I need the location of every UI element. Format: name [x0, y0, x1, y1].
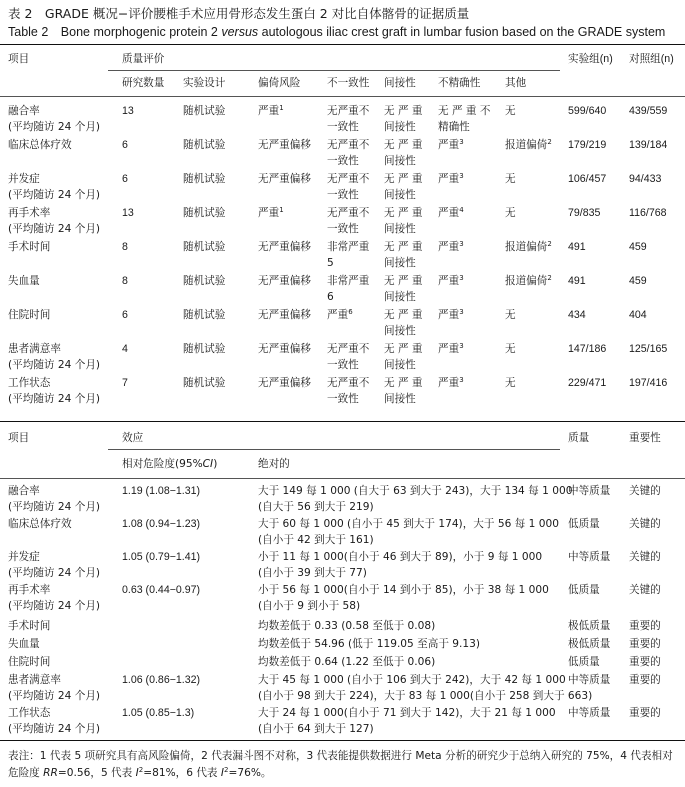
t1-row-exp: 434 [568, 309, 586, 321]
t1-row-indirectness-line2: 间接性 [384, 325, 416, 337]
footnote-i-sup-b: 2 [224, 766, 229, 774]
t1-row-bias-text: 无严重偏移 [258, 343, 311, 355]
t1-row-followup: (平均随访 24 个月) [8, 223, 101, 235]
t1-row-inconsistency-text: 严重 [327, 309, 349, 321]
t2-row-absolute: 大于 45 每 1 000 (自小于 106 到大于 242)，大于 42 每 1 000 [258, 674, 566, 686]
table-footnote [8, 748, 680, 782]
footnote-part4: =76%。 [228, 767, 272, 779]
t2-row-followup: (平均随访 24 个月) [8, 690, 101, 702]
t1-row-bias [258, 206, 284, 221]
t1-row-bias [258, 308, 311, 323]
t1-row-inconsistency-line2: 一致性 [327, 155, 359, 167]
t1-row-design: 随机试验 [183, 173, 226, 185]
t1-row-inconsistency-line2: 一致性 [327, 223, 359, 235]
t1-row-exp: 491 [568, 275, 586, 287]
t1-row-inconsistency-line2: 6 [327, 291, 334, 303]
t1-row-inconsistency-line2: 一致性 [327, 189, 359, 201]
t1-row-other [505, 104, 516, 119]
t1-row-ctrl: 459 [629, 241, 647, 253]
t2-row-importance: 重要的 [629, 707, 661, 719]
t1-row-bias-sup: 1 [279, 104, 284, 112]
t1-row-indirectness-line2: 间接性 [384, 359, 416, 371]
t1-row-imprecision-text: 严重 [438, 173, 460, 185]
t1-row-inconsistency [327, 342, 369, 357]
footnote-rr: RR [43, 767, 58, 779]
t2-row-label: 融合率 [8, 485, 40, 497]
t2-row-label: 住院时间 [8, 656, 51, 668]
t2-row-rr: 0.63 (0.44−0.97) [122, 584, 201, 596]
t2-row-absolute: 小于 56 每 1 000(自小于 14 到小于 85)，小于 38 每 1 000 [258, 584, 549, 596]
t1-row-imprecision [438, 274, 464, 289]
t1-row-bias [258, 376, 311, 391]
t1-row-label: 工作状态 [8, 377, 51, 389]
t1-row-bias-sup: 1 [279, 206, 284, 214]
t1-row-inconsistency-text: 非常严重 [327, 241, 370, 253]
t1-row-indirectness-line2: 间接性 [384, 155, 416, 167]
t2-row-followup: (平均随访 24 个月) [8, 600, 101, 612]
t1-row-inconsistency [327, 308, 353, 323]
t2-row-absolute-line2: (自小于 9 到小于 58) [258, 600, 361, 612]
t2-row-importance: 重要的 [629, 620, 661, 632]
t2-row-label: 手术时间 [8, 620, 51, 632]
t1-row-design: 随机试验 [183, 241, 226, 253]
table-caption-cn: 表 2 GRADE 概况−评价腰椎手术应用骨形态发生蛋白 2 对比自体髂骨的证据质量 [8, 6, 470, 21]
t1-header-imprecision: 不精确性 [438, 77, 481, 89]
t2-row-importance: 关键的 [629, 584, 661, 596]
t1-row-inconsistency-line2: 5 [327, 257, 334, 269]
t1-row-ctrl: 139/184 [629, 139, 668, 151]
t1-row-inconsistency [327, 376, 369, 391]
t1-row-indirectness-line2: 间接性 [384, 393, 416, 405]
table1-header-rule [0, 96, 685, 97]
t1-row-other-text: 报道偏倚 [505, 139, 548, 151]
t2-row-absolute-line2: (自小于 98 到大于 224)，大于 83 每 1 000(自小于 258 到大于 663) [258, 690, 593, 702]
t1-header-inconsistency: 不一致性 [327, 77, 370, 89]
t1-row-followup: (平均随访 24 个月) [8, 359, 101, 371]
t2-row-label: 失血量 [8, 638, 40, 650]
t1-row-indirectness: 无 严 重 [384, 173, 423, 185]
t1-row-inconsistency-text: 无严重不 [327, 377, 370, 389]
t1-header-n: 研究数量 [122, 77, 165, 89]
t1-row-label: 手术时间 [8, 241, 51, 253]
t1-header-bias: 偏倚风险 [258, 77, 301, 89]
t2-row-quality: 中等质量 [568, 707, 611, 719]
t1-row-bias [258, 172, 311, 187]
t1-row-imprecision-sup: 3 [459, 240, 464, 248]
t2-row-followup: (平均随访 24 个月) [8, 567, 101, 579]
t2-row-importance: 关键的 [629, 518, 661, 530]
caption-en-suffix: autologous iliac crest graft in lumbar fusion based on the GRADE system [258, 25, 666, 39]
t1-row-other [505, 342, 516, 357]
t1-row-n-studies: 6 [122, 139, 128, 151]
t1-row-imprecision-text: 严重 [438, 275, 460, 287]
t1-row-imprecision-sup: 3 [459, 274, 464, 282]
t1-row-inconsistency-text: 非常严重 [327, 275, 370, 287]
t1-row-inconsistency [327, 240, 369, 255]
t1-row-design: 随机试验 [183, 105, 226, 117]
t1-row-imprecision-text: 严重 [438, 343, 460, 355]
t1-row-imprecision [438, 376, 464, 391]
t2-row-importance: 重要的 [629, 674, 661, 686]
t1-row-inconsistency-text: 无严重不 [327, 343, 370, 355]
t1-row-other [505, 240, 552, 255]
t2-row-absolute: 小于 11 每 1 000(自小于 46 到大于 89)，小于 9 每 1 000 [258, 551, 543, 563]
t1-row-ctrl: 404 [629, 309, 647, 321]
t1-row-other-sup: 2 [547, 274, 552, 282]
t1-row-imprecision-sup: 3 [459, 138, 464, 146]
t2-row-label: 工作状态 [8, 707, 51, 719]
t2-row-label: 再手术率 [8, 584, 51, 596]
t2-row-rr: 1.05 (0.85−1.3) [122, 707, 195, 719]
t1-row-indirectness-line2: 间接性 [384, 257, 416, 269]
t1-row-imprecision-text: 严重 [438, 377, 460, 389]
caption-en-prefix: Table 2 Bone morphogenic protein 2 [8, 25, 222, 39]
t1-row-indirectness: 无 严 重 [384, 105, 423, 117]
t1-row-indirectness-line2: 间接性 [384, 291, 416, 303]
t1-row-indirectness-line2: 间接性 [384, 189, 416, 201]
t1-row-followup: (平均随访 24 个月) [8, 189, 101, 201]
t1-row-design: 随机试验 [183, 207, 226, 219]
t1-row-inconsistency-text: 无严重不 [327, 173, 370, 185]
t2-header-quality: 质量 [568, 432, 590, 444]
t1-row-indirectness-line2: 间接性 [384, 223, 416, 235]
t1-row-n-studies: 8 [122, 241, 128, 253]
t1-row-imprecision-text: 严重 [438, 207, 460, 219]
t1-row-label: 并发症 [8, 173, 40, 185]
t1-row-other-text: 无 [505, 343, 516, 355]
t1-row-indirectness: 无 严 重 [384, 241, 423, 253]
t1-row-followup: (平均随访 24 个月) [8, 393, 101, 405]
t1-row-bias-text: 无严重偏移 [258, 309, 311, 321]
t1-row-n-studies: 13 [122, 207, 134, 219]
t1-row-imprecision-text: 无 严 重 不 [438, 105, 491, 117]
t2-header-rr-prefix: 相对危险度(95% [122, 458, 203, 470]
t2-header-item: 项目 [8, 432, 30, 444]
t1-row-imprecision-sup: 3 [459, 172, 464, 180]
t1-row-exp: 79/835 [568, 207, 601, 219]
t2-row-quality: 极低质量 [568, 620, 611, 632]
t1-row-other-text: 报道偏倚 [505, 241, 548, 253]
t1-row-other-sup: 2 [547, 138, 552, 146]
t1-row-other [505, 206, 516, 221]
t1-row-ctrl: 125/165 [629, 343, 668, 355]
t2-row-absolute: 均数差低于 0.33 (0.58 至低于 0.08) [258, 620, 436, 632]
t1-row-bias [258, 240, 311, 255]
t1-row-ctrl: 116/768 [629, 207, 667, 219]
t1-row-label: 住院时间 [8, 309, 51, 321]
t1-row-bias-text: 无严重偏移 [258, 139, 311, 151]
t1-row-imprecision-sup: 3 [459, 376, 464, 384]
t1-row-imprecision [438, 206, 464, 221]
t1-row-design: 随机试验 [183, 309, 226, 321]
t1-row-inconsistency [327, 206, 369, 221]
t2-row-absolute: 均数差低于 54.96 (低于 119.05 至高于 9.13) [258, 638, 481, 650]
t1-row-inconsistency-line2: 一致性 [327, 121, 359, 133]
t2-header-rr-ci: CI [202, 458, 214, 470]
t1-row-imprecision [438, 308, 464, 323]
t1-row-ctrl: 197/416 [629, 377, 668, 389]
t1-row-inconsistency-line2: 一致性 [327, 393, 359, 405]
t2-row-quality: 低质量 [568, 584, 600, 596]
t1-header-design: 实验设计 [183, 77, 226, 89]
t1-row-bias-text: 无严重偏移 [258, 241, 311, 253]
t1-quality-subrule [108, 70, 560, 71]
t1-row-other-text: 无 [505, 207, 516, 219]
t1-row-n-studies: 6 [122, 173, 128, 185]
t1-row-inconsistency [327, 138, 369, 153]
t1-row-indirectness-line2: 间接性 [384, 121, 416, 133]
t1-row-imprecision-sup: 3 [459, 308, 464, 316]
t2-row-quality: 中等质量 [568, 485, 611, 497]
t1-row-exp: 179/219 [568, 139, 607, 151]
t2-row-absolute: 均数差低于 0.64 (1.22 至低于 0.06) [258, 656, 436, 668]
t1-row-indirectness: 无 严 重 [384, 343, 423, 355]
t1-row-n-studies: 7 [122, 377, 128, 389]
t2-row-absolute-line2: (自小于 42 到大于 161) [258, 534, 374, 546]
t1-row-bias [258, 274, 311, 289]
t2-row-quality: 中等质量 [568, 674, 611, 686]
t1-row-inconsistency [327, 104, 369, 119]
footnote-part2: =0.56，5 代表 [57, 767, 136, 779]
table1-top-rule [0, 44, 685, 45]
t1-row-other-text: 无 [505, 309, 516, 321]
table2-header-rule [0, 478, 685, 479]
t1-row-n-studies: 4 [122, 343, 128, 355]
t2-row-rr: 1.06 (0.86−1.32) [122, 674, 201, 686]
t1-row-other [505, 376, 516, 391]
t1-row-inconsistency-text: 无严重不 [327, 105, 370, 117]
t1-row-imprecision-text: 严重 [438, 241, 460, 253]
t1-row-exp: 147/186 [568, 343, 607, 355]
t2-row-label: 患者满意率 [8, 674, 61, 686]
t2-row-followup: (平均随访 24 个月) [8, 723, 101, 735]
t1-row-exp: 229/471 [568, 377, 607, 389]
t1-row-other [505, 138, 552, 153]
t2-row-importance: 关键的 [629, 551, 661, 563]
t1-header-other: 其他 [505, 77, 527, 89]
t1-row-bias-text: 严重 [258, 105, 280, 117]
t1-header-item: 项目 [8, 53, 30, 65]
t2-row-label: 临床总体疗效 [8, 518, 72, 530]
t1-row-indirectness: 无 严 重 [384, 377, 423, 389]
t1-row-bias [258, 342, 311, 357]
t1-row-inconsistency-text: 无严重不 [327, 139, 370, 151]
t1-row-other [505, 274, 552, 289]
t2-header-rr-suffix: ) [213, 458, 218, 470]
t2-row-absolute-line2: (自小于 64 到大于 127) [258, 723, 374, 735]
t1-row-other-text: 无 [505, 105, 516, 117]
t1-row-inconsistency-line2: 一致性 [327, 359, 359, 371]
footnote-i-sup-a: 2 [138, 766, 144, 774]
t2-row-absolute: 大于 24 每 1 000(自小于 71 到大于 142)，大于 21 每 1 000 [258, 707, 556, 719]
t1-row-indirectness: 无 严 重 [384, 309, 423, 321]
t1-row-other-text: 报道偏倚 [505, 275, 548, 287]
t1-row-imprecision-text: 严重 [438, 309, 460, 321]
t1-row-followup: (平均随访 24 个月) [8, 121, 101, 133]
t1-row-other [505, 172, 516, 187]
t2-row-rr: 1.05 (0.79−1.41) [122, 551, 201, 563]
t1-row-imprecision-text: 严重 [438, 139, 460, 151]
t2-row-quality: 中等质量 [568, 551, 611, 563]
t1-row-ctrl: 439/559 [629, 105, 668, 117]
t2-header-absolute: 绝对的 [258, 458, 290, 470]
caption-en-versus: versus [221, 25, 259, 39]
t1-row-design: 随机试验 [183, 377, 226, 389]
t1-header-indirectness: 间接性 [384, 77, 416, 89]
t2-row-absolute: 大于 60 每 1 000 (自小于 45 到大于 174)，大于 56 每 1 000 [258, 518, 559, 530]
footnote-part1: 表注：1 代表 5 项研究具有高风险偏倚，2 代表漏斗图不对称，3 代表能提供数据进行 Meta 分析的研究少于总纳入研究的 75%，4 代表相对危险度 [8, 750, 673, 779]
t2-header-rr [122, 457, 217, 472]
t1-row-other-text: 无 [505, 377, 516, 389]
t2-row-label: 并发症 [8, 551, 40, 563]
table-caption-en [8, 22, 665, 40]
table1-bottom-rule [0, 421, 685, 422]
t1-row-inconsistency [327, 274, 369, 289]
t1-row-indirectness: 无 严 重 [384, 207, 423, 219]
t2-row-absolute-line2: (自小于 39 到大于 77) [258, 567, 367, 579]
t2-row-importance: 重要的 [629, 656, 661, 668]
t1-row-exp: 599/640 [568, 105, 607, 117]
t2-row-quality: 极低质量 [568, 638, 611, 650]
t1-row-imprecision [438, 240, 464, 255]
t1-row-ctrl: 94/433 [629, 173, 662, 185]
t2-header-importance: 重要性 [629, 432, 661, 444]
t1-row-design: 随机试验 [183, 275, 226, 287]
t1-row-other [505, 308, 516, 323]
t2-header-effect: 效应 [122, 432, 144, 444]
table2-bottom-rule [0, 740, 685, 741]
t1-row-bias [258, 104, 284, 119]
t1-row-ctrl: 459 [629, 275, 647, 287]
t1-row-design: 随机试验 [183, 343, 226, 355]
t1-row-indirectness: 无 严 重 [384, 139, 423, 151]
t1-row-n-studies: 8 [122, 275, 128, 287]
t1-row-other-text: 无 [505, 173, 516, 185]
t1-row-label: 临床总体疗效 [8, 139, 72, 151]
t2-row-rr: 1.19 (1.08−1.31) [122, 485, 201, 497]
t1-row-indirectness: 无 严 重 [384, 275, 423, 287]
t1-row-bias-text: 无严重偏移 [258, 173, 311, 185]
t1-row-imprecision [438, 104, 490, 119]
t1-row-design: 随机试验 [183, 139, 226, 151]
t1-row-bias-text: 无严重偏移 [258, 377, 311, 389]
t2-row-quality: 低质量 [568, 656, 600, 668]
t2-effect-subrule [108, 449, 560, 450]
t1-row-n-studies: 13 [122, 105, 134, 117]
t1-row-label: 失血量 [8, 275, 40, 287]
t1-row-inconsistency-sup: 6 [348, 308, 353, 316]
footnote-i-squared-b: I [220, 767, 225, 779]
t1-row-n-studies: 6 [122, 309, 128, 321]
t2-row-rr: 1.08 (0.94−1.23) [122, 518, 201, 530]
t2-row-importance: 关键的 [629, 485, 661, 497]
t2-row-importance: 重要的 [629, 638, 661, 650]
t1-row-imprecision [438, 172, 464, 187]
t1-row-bias-text: 严重 [258, 207, 280, 219]
footnote-part3: =81%，6 代表 [143, 767, 221, 779]
t1-row-imprecision [438, 342, 464, 357]
t1-header-ctrl: 对照组(n) [629, 53, 674, 65]
t1-row-imprecision-line2: 精确性 [438, 121, 470, 133]
t1-row-bias-text: 无严重偏移 [258, 275, 311, 287]
t2-row-absolute-line2: (自大于 56 到大于 219) [258, 501, 374, 513]
footnote-i-squared-a: I [135, 767, 139, 779]
t1-row-inconsistency-text: 无严重不 [327, 207, 370, 219]
t1-row-exp: 106/457 [568, 173, 607, 185]
t1-row-other-sup: 2 [547, 240, 552, 248]
t1-header-quality-eval: 质量评价 [122, 53, 165, 65]
t1-row-imprecision [438, 138, 464, 153]
t1-row-label: 再手术率 [8, 207, 51, 219]
t1-header-exp: 实验组(n) [568, 53, 613, 65]
t1-row-exp: 491 [568, 241, 586, 253]
t1-row-imprecision-sup: 4 [459, 206, 464, 214]
t2-row-quality: 低质量 [568, 518, 600, 530]
t1-row-label: 患者满意率 [8, 343, 61, 355]
t1-row-bias [258, 138, 311, 153]
t2-row-followup: (平均随访 24 个月) [8, 501, 101, 513]
t2-row-absolute: 大于 149 每 1 000 (自大于 63 到大于 243)，大于 134 每 1 000 [258, 485, 573, 497]
t1-row-label: 融合率 [8, 105, 40, 117]
t1-row-inconsistency [327, 172, 369, 187]
t1-row-imprecision-sup: 3 [459, 342, 464, 350]
